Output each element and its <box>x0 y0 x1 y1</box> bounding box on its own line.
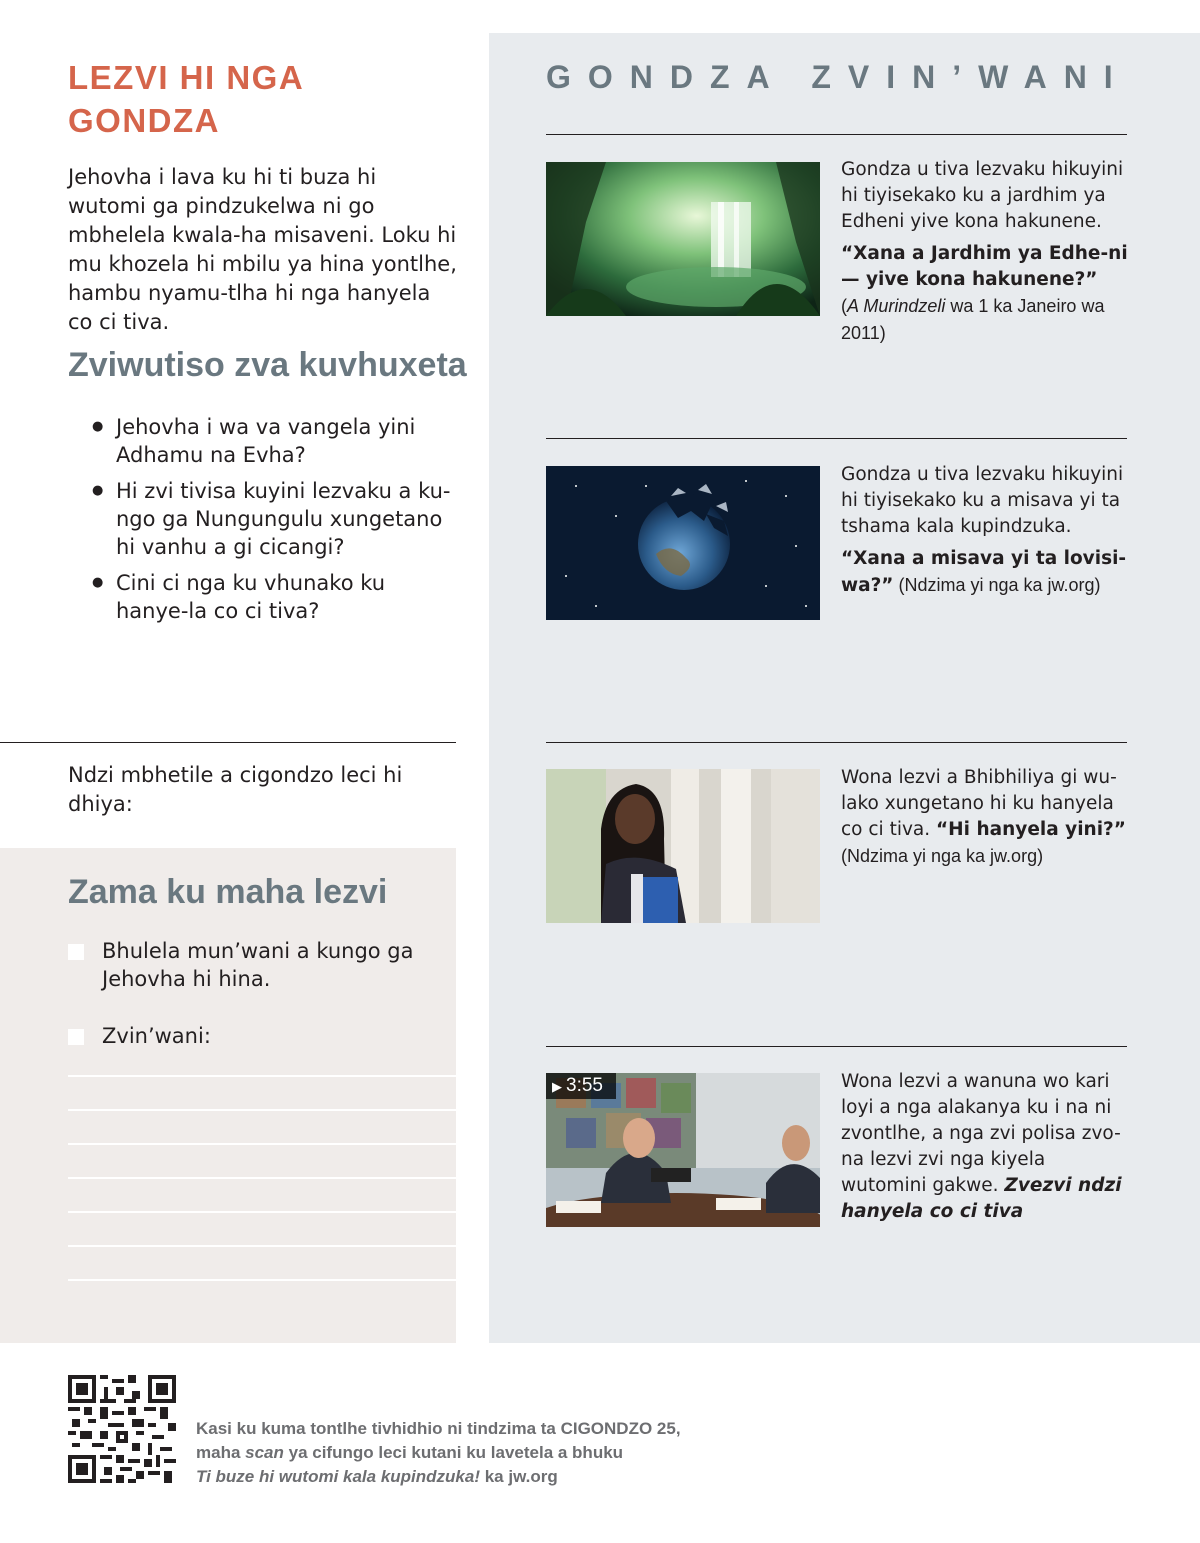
resource-text <box>841 462 1133 605</box>
resource-divider <box>546 134 1127 135</box>
write-line[interactable] <box>68 1279 456 1281</box>
resource-link-title[interactable]: “Hi hanyela yini?” <box>936 819 1126 840</box>
resource-intro: Gondza u tiva lezvaku hikuyini hi tiyisekako ku a jardhim ya Edheni yive kona hakunene. <box>841 159 1124 232</box>
ref-paren: ( <box>841 296 847 316</box>
ref-issue: wa 1 ka Janeiro wa 2011) <box>841 296 1105 343</box>
resource-intro: Gondza u tiva lezvaku hikuyini hi tiyisekako ku a misava yi ta tshama kala kupindzuka. <box>841 464 1124 537</box>
resource-intro: Wona lezvi a wanuna wo kari loyi a nga alakanya ku i na ni zvontlhe, a nga zvi polisa zvo-na lezvi zvi nga kiyela wutomini gakwe. <box>841 1071 1121 1196</box>
explore-heading: GONDZA ZVIN’WANI <box>546 59 1130 95</box>
write-line[interactable] <box>68 1177 456 1179</box>
resource-reference: (Ndzima yi nga ka jw.org) <box>841 846 1044 866</box>
footer-line-1: Kasi ku kuma tontlhe tivhidhio ni tindzima ta CIGONDZO 25, <box>196 1419 681 1438</box>
found-lesson-text: Ndzi mbhetile a cigondzo leci hi dhiya: <box>68 763 403 816</box>
activity-item <box>68 1022 448 1050</box>
write-line[interactable] <box>68 1109 456 1111</box>
write-line[interactable] <box>68 1245 456 1247</box>
young-woman-image[interactable] <box>546 769 820 923</box>
summary-title: LEZVI HI NGA GONDZA <box>68 59 303 139</box>
activity-box <box>0 848 456 1343</box>
resource-link-title[interactable]: “Xana a misava yi ta lovisi-wa?” <box>841 548 1127 596</box>
activity-item <box>68 937 448 993</box>
activity-item-label: Bhulela mun’wani a kungo ga Jehovha hi hina. <box>102 939 414 991</box>
resource-text <box>841 1069 1133 1231</box>
checkbox[interactable] <box>68 944 84 960</box>
resource-reference: (Ndzima yi nga ka jw.org) <box>893 575 1101 595</box>
video-duration-badge <box>546 1073 616 1099</box>
question-item: ● Hi zvi tivisa kuyini lezvaku a ku-ngo ga Nungungulu xungetano hi vanhu a gi cicangi? <box>92 477 452 561</box>
questions-heading: Zviwutiso zva kuvhuxeta <box>68 346 467 384</box>
resource-text <box>841 765 1133 876</box>
resource-reference <box>841 296 1104 343</box>
footer-line-3 <box>196 1465 756 1489</box>
video-duration: 3:55 <box>566 1075 603 1096</box>
resource-divider <box>546 1046 1127 1047</box>
shattered-earth-image[interactable] <box>546 466 820 620</box>
resource-link-title[interactable]: “Xana a Jardhim ya Edhe-ni — yive kona hakunene?” <box>841 243 1128 290</box>
questions-list <box>92 413 452 633</box>
footer-book-title[interactable]: Ti buze hi wutomi kala kupindzuka! <box>196 1467 480 1486</box>
resource-intro: Wona lezvi a Bhibhiliya gi wu-lako xungetano hi ku hanyela co ci tiva. <box>841 767 1117 840</box>
footer-text-part: maha <box>196 1443 246 1462</box>
write-line[interactable] <box>68 1075 456 1077</box>
section-divider <box>0 742 456 743</box>
resource-link-title[interactable]: Zvezvi ndzi hanyela co ci tiva <box>841 1175 1122 1222</box>
question-item: ● Jehovha i wa va vangela yini Adhamu na Evha? <box>92 413 452 469</box>
write-line[interactable] <box>68 1211 456 1213</box>
footer-text-part: ka jw.org <box>480 1467 558 1486</box>
waterfall-paradise-image[interactable] <box>546 162 820 316</box>
ref-magazine-name: A Murindzeli <box>847 296 946 316</box>
activity-heading: Zama ku maha lezvi <box>68 873 388 911</box>
resource-divider <box>546 742 1127 743</box>
checkbox[interactable] <box>68 1029 84 1045</box>
footer-text-part: ya cifungo leci kutani ku lavetela a bhuku <box>283 1443 624 1462</box>
resource-text <box>841 157 1133 353</box>
activity-item-label: Zvin’wani: <box>102 1024 211 1048</box>
qr-code-icon[interactable] <box>68 1375 176 1483</box>
resource-divider <box>546 438 1127 439</box>
play-icon: ▶ <box>552 1079 562 1094</box>
footer-scan-word: scan <box>245 1443 284 1462</box>
question-item: ● Cini ci nga ku vhunako ku hanye-la co ci tiva? <box>92 569 452 625</box>
write-line[interactable] <box>68 1143 456 1145</box>
summary-text: Jehovha i lava ku hi ti buza hi wutomi ga pindzukelwa ni go mbhelela kwala-ha misaveni. Loku hi mu khozela hi mbilu ya hina yontlhe, hambu nyamu-tlha hi nga hanyela co ci tiva. <box>68 165 457 334</box>
footer-text <box>196 1417 756 1489</box>
footer-line-2 <box>196 1441 756 1465</box>
